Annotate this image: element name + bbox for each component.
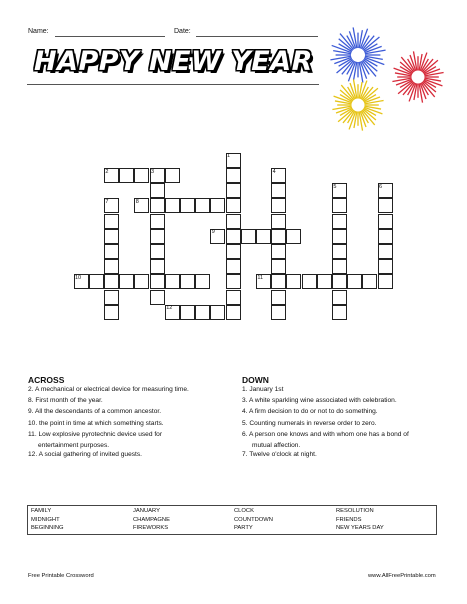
grid-cell[interactable] [271,229,286,244]
grid-cell[interactable] [271,183,286,198]
grid-cell[interactable] [150,274,165,289]
grid-cell[interactable] [195,305,210,320]
grid-cell[interactable] [378,198,393,213]
across-heading: ACROSS [28,375,65,385]
grid-cell[interactable] [226,274,241,289]
grid-cell[interactable] [150,214,165,229]
grid-cell[interactable] [165,168,180,183]
clue-number: 5 [333,183,337,190]
grid-cell[interactable] [241,229,256,244]
word-bank [27,505,437,535]
clue-number: 9 [211,229,215,236]
word-bank-item: JANUARY [133,508,160,514]
grid-cell[interactable] [226,305,241,320]
grid-cell[interactable] [150,183,165,198]
clue-number: 10 [75,274,82,281]
grid-cell[interactable] [226,168,241,183]
grid-cell[interactable] [378,229,393,244]
grid-cell[interactable] [362,274,377,289]
footer-left: Free Printable Crossword [28,573,94,579]
grid-cell[interactable] [180,305,195,320]
grid-cell[interactable] [150,198,165,213]
grid-cell[interactable] [378,274,393,289]
grid-cell[interactable] [104,229,119,244]
clue-number: 12 [166,305,173,312]
clue-number: 2 [105,168,109,175]
grid-cell[interactable] [150,259,165,274]
across-clue: 2. A mechanical or electrical device for measuring time. [28,386,189,393]
grid-cell[interactable] [226,229,241,244]
word-bank-item: PARTY [234,525,253,531]
grid-cell[interactable] [104,290,119,305]
grid-cell[interactable] [332,305,347,320]
word-bank-item: MIDNIGHT [31,516,60,523]
grid-cell[interactable] [286,274,301,289]
grid-cell[interactable] [271,290,286,305]
grid-cell[interactable] [104,305,119,320]
grid-cell[interactable] [226,183,241,198]
grid-cell[interactable] [332,274,347,289]
across-clue: 8. First month of the year. [28,397,103,405]
grid-cell[interactable] [119,274,134,289]
grid-cell[interactable] [347,274,362,289]
grid-cell[interactable] [195,274,210,289]
grid-cell[interactable] [271,274,286,289]
grid-cell[interactable] [332,229,347,244]
grid-cell[interactable] [180,274,195,289]
grid-cell[interactable] [378,214,393,229]
grid-cell[interactable] [332,290,347,305]
grid-cell[interactable] [378,244,393,259]
grid-cell[interactable] [271,244,286,259]
clue-number: 1 [227,153,231,160]
grid-cell[interactable] [332,259,347,274]
grid-cell[interactable] [286,229,301,244]
down-clue: 1. January 1st [242,386,284,393]
word-bank-item: FAMILY [31,508,52,514]
down-clue: 4. A firm decision to do or not to do something. [242,408,378,416]
grid-cell[interactable] [119,168,134,183]
grid-cell[interactable] [180,198,195,213]
grid-cell[interactable] [226,198,241,213]
grid-cell[interactable] [150,229,165,244]
word-bank-item: NEW YEARS DAY [336,525,384,531]
footer-right: www.AllFreePrintable.com [368,573,436,579]
grid-cell[interactable] [226,214,241,229]
grid-cell[interactable] [271,259,286,274]
grid-cell[interactable] [226,290,241,305]
down-clue: 5. Counting numerals in reverse order to zero. [242,419,377,427]
down-clue: mutual affection. [252,442,301,449]
grid-cell[interactable] [195,198,210,213]
grid-cell[interactable] [165,198,180,213]
clue-number: 7 [105,198,109,205]
word-bank-item: FRIENDS [336,516,362,523]
page-title: HAPPY NEW YEAR [34,46,313,77]
grid-cell[interactable] [332,214,347,229]
grid-cell[interactable] [317,274,332,289]
grid-cell[interactable] [271,214,286,229]
grid-cell[interactable] [134,168,149,183]
grid-cell[interactable] [104,274,119,289]
across-clue: 10. the point in time at which something starts. [28,419,164,427]
name-label: Name: [28,28,49,35]
date-label: Date: [174,28,191,35]
word-bank-item: COUNTDOWN [234,516,273,523]
grid-cell[interactable] [302,274,317,289]
grid-cell[interactable] [210,198,225,213]
grid-cell[interactable] [378,259,393,274]
grid-cell[interactable] [134,274,149,289]
grid-cell[interactable] [332,198,347,213]
grid-cell[interactable] [150,244,165,259]
grid-cell[interactable] [226,259,241,274]
clue-number: 11 [257,274,264,281]
word-bank-item: CLOCK [234,508,254,514]
word-bank-item: RESOLUTION [336,508,374,514]
across-clue: 11. Low explosive pyrotechnic device used for [28,430,163,438]
down-clue: 7. Twelve o'clock at night. [242,450,317,458]
grid-cell[interactable] [104,214,119,229]
clue-number: 6 [379,183,383,190]
grid-cell[interactable] [104,244,119,259]
grid-cell[interactable] [89,274,104,289]
across-clue: 12. A social gathering of invited guests. [28,450,142,458]
grid-cell[interactable] [150,290,165,305]
clue-number: 4 [272,168,276,175]
clue-number: 8 [135,198,139,205]
across-clue: 9. All the descendants of a common ancestor. [28,408,162,416]
grid-cell[interactable] [226,244,241,259]
grid-cell[interactable] [332,244,347,259]
down-clue: 6. A person one knows and with whom one has a bond of [242,430,409,438]
clue-number: 3 [151,168,155,175]
word-bank-item: CHAMPAGNE [133,516,170,523]
word-bank-item: FIREWORKS [133,525,169,531]
down-clue: 3. A white sparkling wine associated with celebration. [242,397,397,405]
word-bank-item: BEGINNING [31,525,64,531]
grid-cell[interactable] [165,274,180,289]
grid-cell[interactable] [271,305,286,320]
grid-cell[interactable] [271,198,286,213]
across-clue: entertainment purposes. [38,442,110,449]
grid-cell[interactable] [256,229,271,244]
grid-cell[interactable] [104,259,119,274]
grid-cell[interactable] [210,305,225,320]
down-heading: DOWN [242,375,269,385]
